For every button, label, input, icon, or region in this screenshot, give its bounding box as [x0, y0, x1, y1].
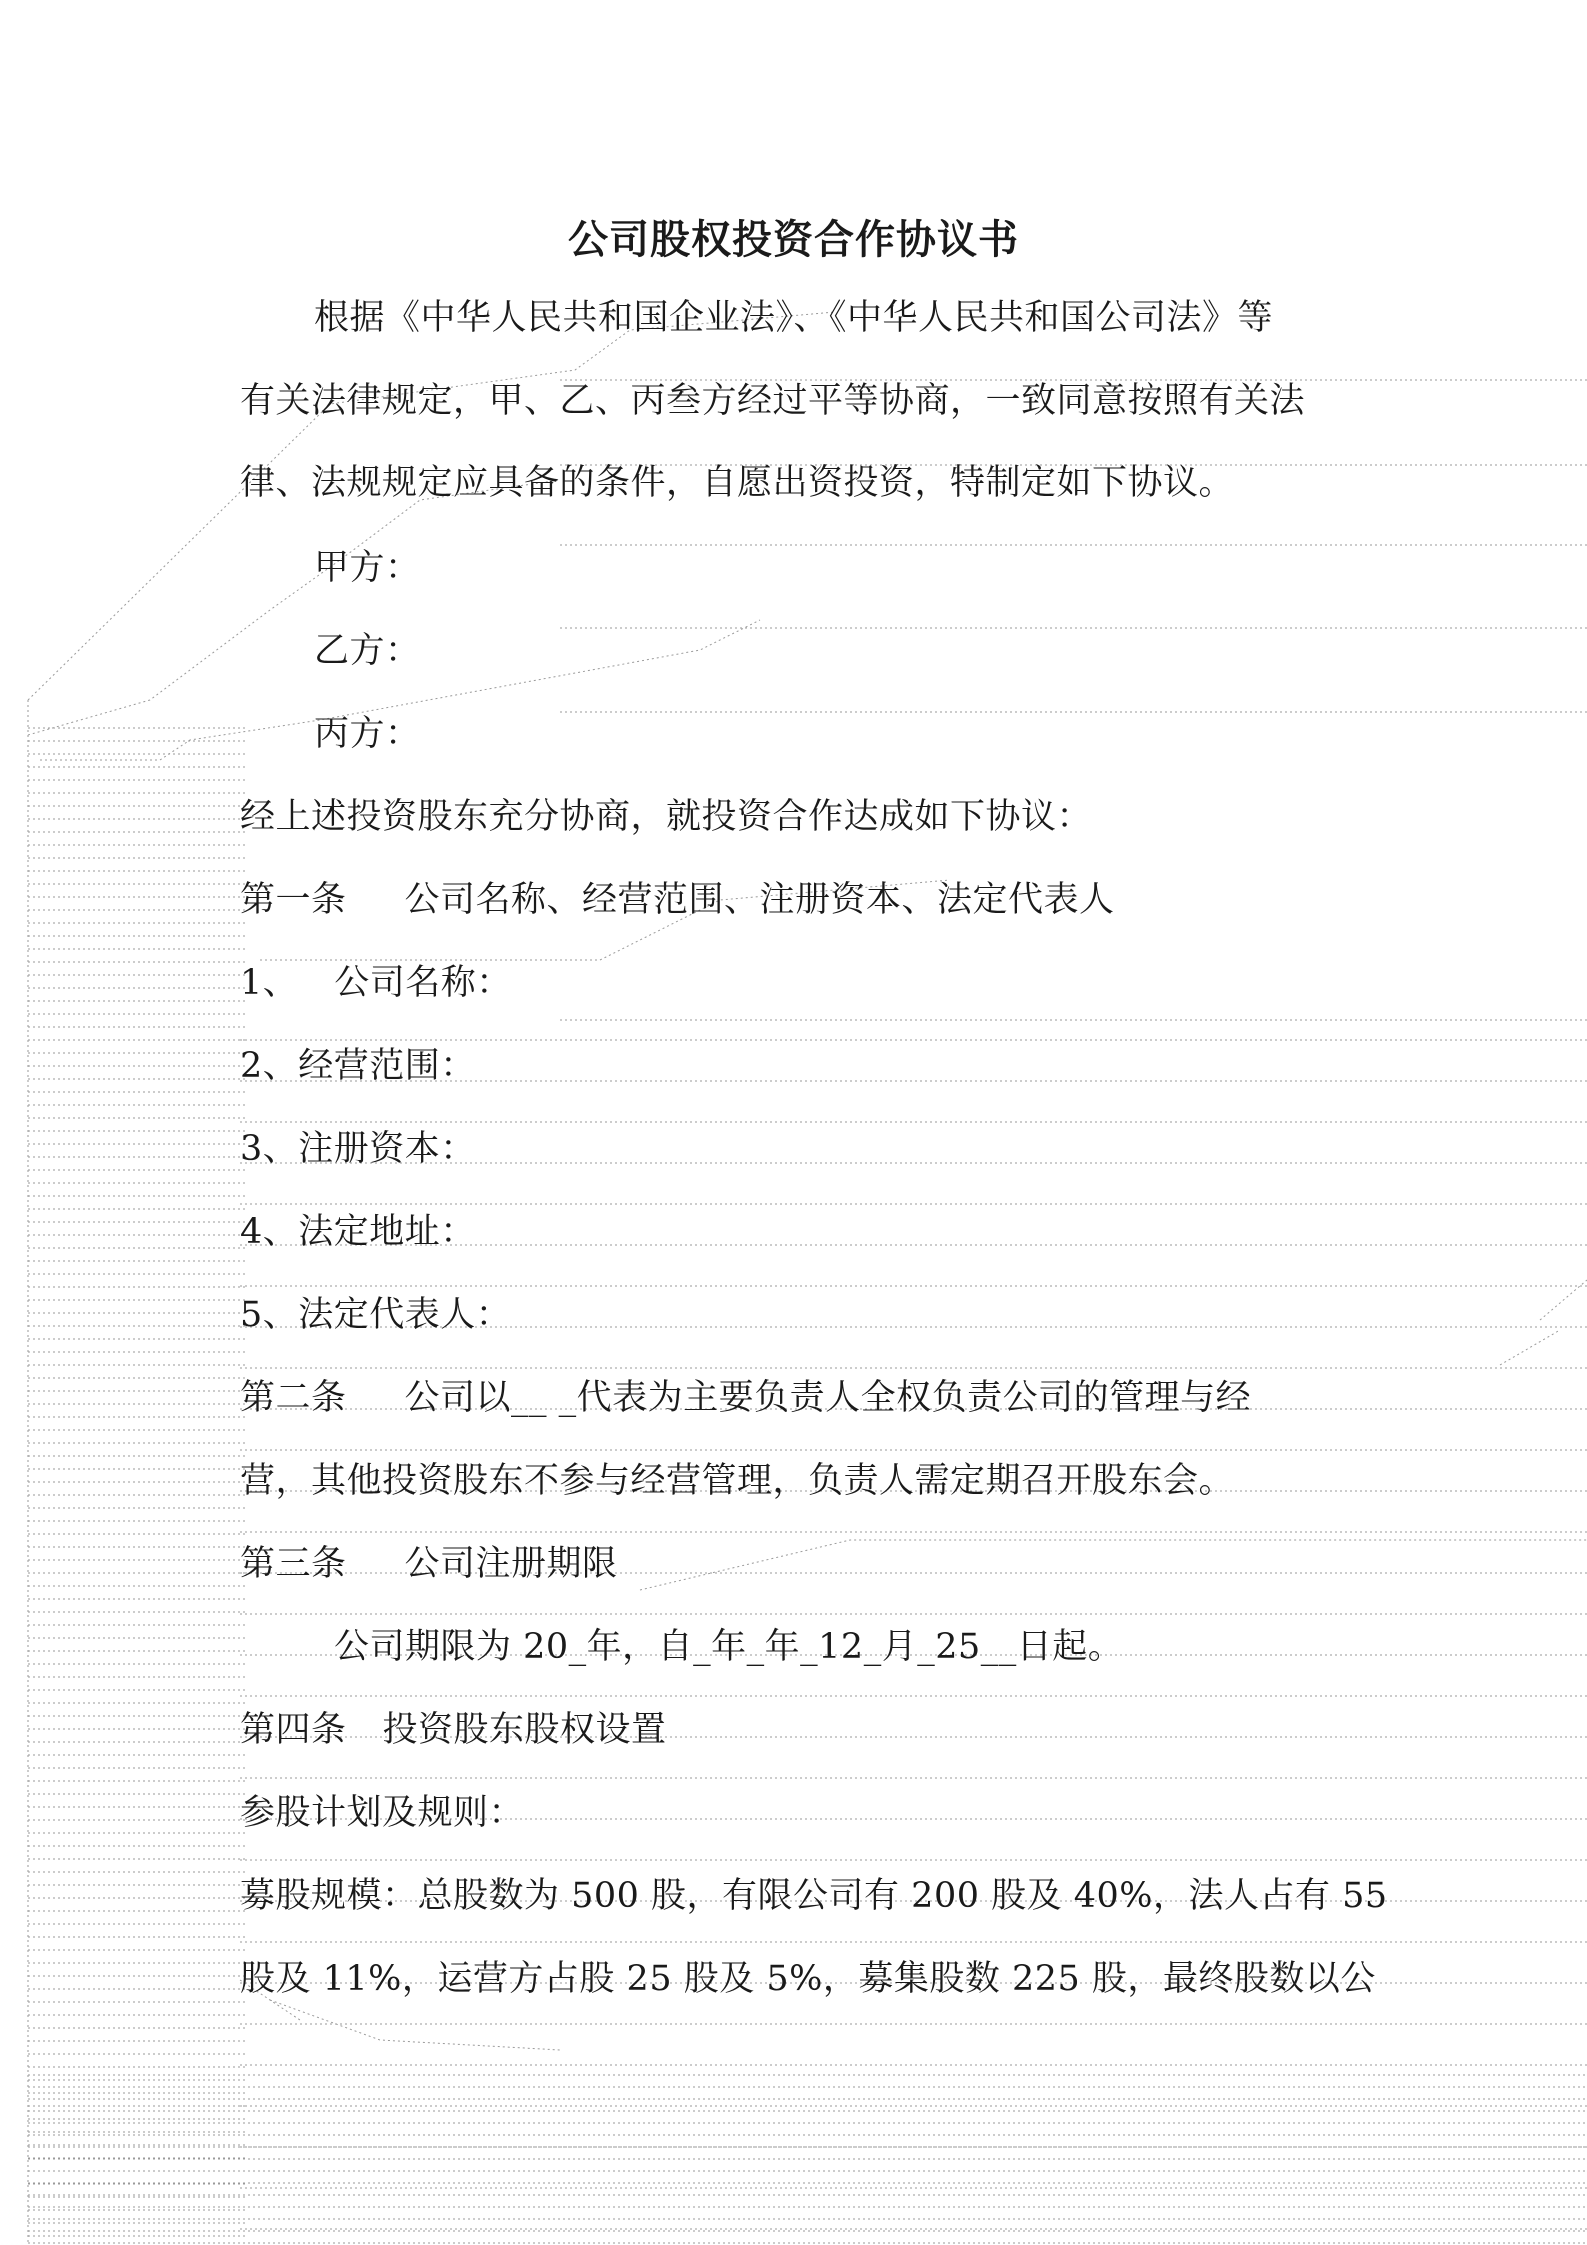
item-text: 法定地址：	[298, 1212, 476, 1252]
article-1-item-3	[240, 1127, 476, 1171]
article-4-number: 第四条	[240, 1710, 347, 1750]
article-2-line-1	[240, 1376, 1251, 1420]
intro-line-3: 律、法规规定应具备的条件，自愿出资投资，特制定如下协议。	[240, 463, 1235, 503]
item-number: 1、	[240, 963, 299, 1003]
item-number: 4、	[240, 1212, 299, 1252]
intro-line-1: 根据《中华人民共和国企业法》、《中华人民共和国公司法》等	[314, 298, 1274, 338]
party-b-label: 乙方：	[314, 631, 421, 671]
item-text: 经营范围：	[298, 1046, 476, 1086]
item-number: 3、	[240, 1129, 299, 1169]
article-4-line-2: 股及 11%，运营方占股 25 股及 5%，募集股数 225 股，最终股数以公	[240, 1959, 1376, 1999]
article-4-heading	[240, 1708, 667, 1752]
article-4-title: 投资股东股权设置	[382, 1710, 667, 1750]
article-1-item-1	[240, 961, 512, 1005]
article-3-body: 公司期限为 20_年，自_年_年_12_月_25__日起。	[334, 1627, 1124, 1667]
item-text: 注册资本：	[298, 1129, 476, 1169]
article-1-number: 第一条	[240, 880, 347, 920]
item-number: 5、	[240, 1295, 299, 1335]
article-1-item-2	[240, 1044, 476, 1088]
article-2-line-2: 营，其他投资股东不参与经营管理，负责人需定期召开股东会。	[240, 1461, 1235, 1501]
document-title: 公司股权投资合作协议书	[568, 216, 1019, 263]
article-1-title: 公司名称、经营范围、注册资本、法定代表人	[404, 880, 1115, 920]
article-1-item-4	[240, 1210, 476, 1254]
article-2-number: 第二条	[240, 1378, 347, 1418]
article-4-line-1: 募股规模：总股数为 500 股，有限公司有 200 股及 40%，法人占有 55	[240, 1876, 1388, 1916]
article-2-text: 公司以__ _代表为主要负责人全权负责公司的管理与经	[404, 1378, 1252, 1418]
article-3-number: 第三条	[240, 1544, 347, 1584]
article-1-heading	[240, 878, 1115, 922]
article-4-subheading: 参股计划及规则：	[240, 1793, 525, 1833]
party-c-label: 丙方：	[314, 714, 421, 754]
article-1-item-5	[240, 1293, 511, 1337]
item-text: 法定代表人：	[298, 1295, 512, 1335]
item-text: 公司名称：	[334, 963, 512, 1003]
item-number: 2、	[240, 1046, 299, 1086]
article-3-title: 公司注册期限	[404, 1544, 618, 1584]
intro-line-2: 有关法律规定，甲、乙、丙叁方经过平等协商，一致同意按照有关法	[240, 381, 1306, 421]
agreement-intro: 经上述投资股东充分协商，就投资合作达成如下协议：	[240, 797, 1093, 837]
party-a-label: 甲方：	[314, 548, 421, 588]
article-3-heading	[240, 1542, 618, 1586]
